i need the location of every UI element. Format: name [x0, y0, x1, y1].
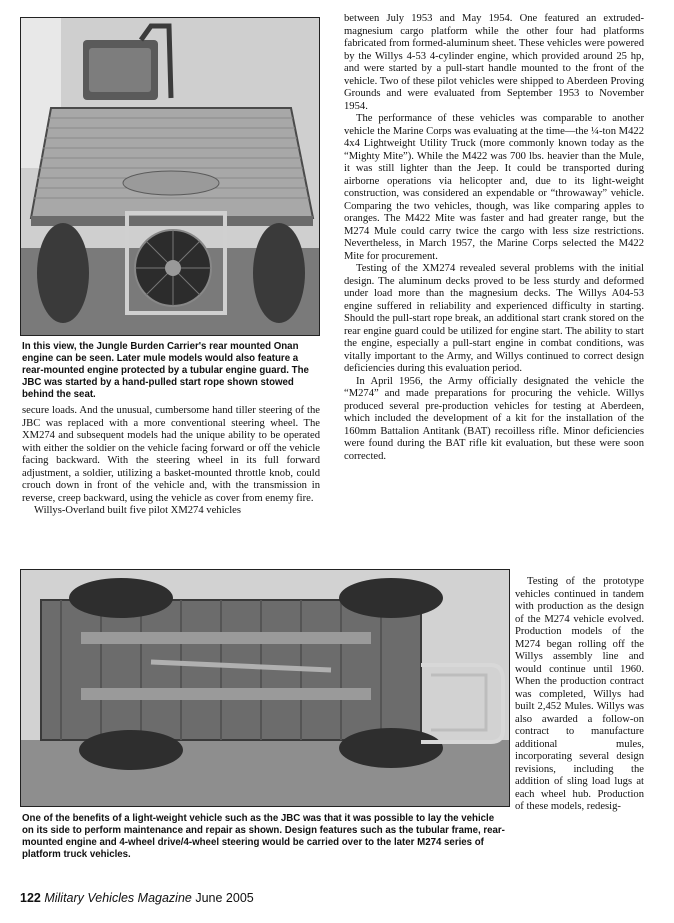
paragraph: Testing of the prototype vehicles continued in tandem with production as the design of the M274 vehicle evolved. Production models of the M274 began rolling off the Willys assembly line and would continue until 1960. When the production contract was completed, Willys had built 2,452 Mules. Willys was also awarded a follow-on contract to manufacture additional mules, incorporating several design revisions, including the addition of sling load lugs at each wheel hub. Production of these models, redesig- [515, 576, 644, 812]
photo-jbc-on-side-image [21, 570, 509, 806]
photo-jbc-rear-view [20, 17, 320, 336]
photo-jbc-on-side [20, 569, 510, 807]
paragraph: In April 1956, the Army officially designated the vehicle the “M274” and made preparations for procuring the vehicle. Willys produced several pre-production vehicles for testing at Aberdeen, which included the development of a kit for the installation of the 160mm Battalion Antitank (BAT) recoilless rifle. Minor deficiencies were found during the BAT rifle kit evaluation, but these were soon corrected. [344, 375, 644, 462]
photo-caption-top: In this view, the Jungle Burden Carrier's rear mounted Onan engine can be seen. Later mule models would also feature a rear-mounted engine protected by a tubular engine guard. The JBC was started by a hand-pulled start rope shown stowed behind the seat. [22, 341, 309, 400]
narrow-column [515, 576, 644, 814]
issue-date: June 2005 [195, 891, 254, 905]
page-number: 122 [20, 891, 41, 905]
photo-caption-bottom: One of the benefits of a light-weight vehicle such as the JBC was that it was possible to lay the vehicle on its side to perform maintenance and repair as shown. Design features such as the tubular frame, rear-mounted engine and 4-wheel drive/4-wheel steering would be carried over to the later M274 series of platform truck vehicles. [22, 813, 505, 860]
left-column [22, 405, 320, 518]
paragraph: secure loads. And the unusual, cumbersome hand tiller steering of the JBC was replaced with a more conventional steering wheel. The XM274 and subsequent models had the unique ability to be operated with either the soldier on the vehicle facing forward or off the vehicle facing backward. With the steering wheel in its full forward adjustment, a soldier, utilizing a basket-mounted throttle knob, could crouch down in front of the vehicle and, with the transmission in reverse, creep backward, using the vehicle as cover from enemy fire. [22, 405, 320, 504]
magazine-title: Military Vehicles Magazine [44, 891, 192, 905]
paragraph: Willys-Overland built five pilot XM274 vehicles [34, 505, 241, 516]
paragraph: Testing of the XM274 revealed several problems with the initial design. The aluminum decks proved to be less sturdy and deformed under load more than the magnesium decks. The Willys A04-53 engine suffered in reliability and experienced difficulty in starting. Should the pull-start rope break, an additional start crank stored on the rear engine guard could be utilized for engine start. The ability to start the engine, especially a pull-start engine in combat conditions, was vitally important to the Army, and Willys continued to correct design deficiencies during this evaluation period. [344, 263, 644, 374]
page-footer [20, 891, 254, 905]
right-column [344, 13, 644, 463]
paragraph: The performance of these vehicles was comparable to another vehicle the Marine Corps was evaluating at the time—the ¼-ton M422 4x4 Lightweight Utility Truck (more commonly known today as the “Mighty Mite”). While the M422 was 700 lbs. heavier than the Mule, it was still lighter than the Jeep. It could be transported during airborne operations via helicopter and, due to its light-weight construction, was considered an expendable or “throwaway” vehicle. Comparing the two vehicles, though, was like comparing apples to oranges. The M422 Mite was faster and had greater range, but the M274 Mule could carry twice the cargo with less size restrictions. Nevertheless, in March 1957, the Marine Corps selected the M422 Mite for procurement. [344, 113, 644, 262]
paragraph: between July 1953 and May 1954. One featured an extruded-magnesium cargo platform while the other four had platforms fabricated from formed-aluminum sheet. These vehicles were powered by the Willys 4-53 4-cylinder engine, which provided around 25 hp, and were started by a pull-start handle mounted to the front of the vehicle. Two of these pilot vehicles were shipped to Aberdeen Proving Grounds and were evaluated from September 1953 to November 1954. [344, 13, 644, 112]
photo-jbc-rear-view-image [21, 18, 319, 335]
